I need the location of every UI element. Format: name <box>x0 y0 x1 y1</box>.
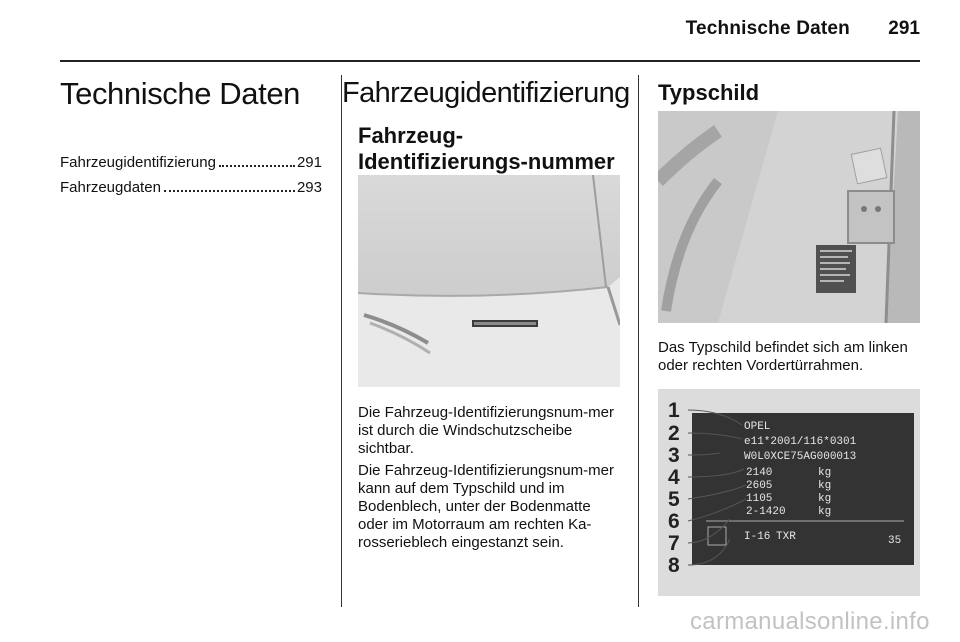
door-frame-photo <box>658 111 920 323</box>
label-weight: 1105 <box>746 493 773 505</box>
vin-paragraph: Die Fahrzeug-Identifizierungsnum-mer kann auf dem Typschild und im Bodenblech, unter der Bodenmatte oder im Motorraum am rechten Ka-rosserieblech eingestanzt sein. <box>358 462 614 551</box>
callout-number: 7 <box>668 532 680 555</box>
label-code: TXR <box>776 531 796 543</box>
label-unit: kg <box>818 506 832 518</box>
toc-leader-dots <box>219 155 295 167</box>
column-divider-right <box>638 75 639 607</box>
callout-number: 6 <box>668 510 680 533</box>
toc-entry[interactable] <box>60 151 322 171</box>
toc-entry[interactable] <box>60 176 322 196</box>
label-code: I-16 <box>744 531 771 543</box>
subsection-heading: Fahrzeug-Identifizierungs-nummer <box>358 123 615 174</box>
door-frame-illustration <box>658 111 920 323</box>
label-unit: kg <box>818 480 832 492</box>
label-vin: W0L0XCE75AG000013 <box>744 451 857 463</box>
running-header-title: Technische Daten <box>685 18 850 39</box>
windshield-vin-photo <box>358 175 620 387</box>
callout-number: 4 <box>668 466 680 489</box>
typschild-paragraph: Das Typschild befindet sich am linken oder rechten Vordertürrahmen. <box>658 339 908 374</box>
toc-entry-page: 293 <box>296 179 322 196</box>
type-label-diagram <box>658 389 920 596</box>
label-approval-number: e11*2001/116*0301 <box>744 436 857 448</box>
label-weight: 2605 <box>746 480 773 492</box>
callout-number: 1 <box>668 399 680 422</box>
callout-number: 8 <box>668 554 680 577</box>
label-weight: 2140 <box>746 467 773 479</box>
toc-entry-label: Fahrzeugdaten <box>60 179 161 196</box>
typschild-heading: Typschild <box>658 80 760 105</box>
chapter-title: Technische Daten <box>60 76 301 111</box>
label-code: 35 <box>888 535 902 547</box>
label-unit: kg <box>818 493 832 505</box>
page-number: 291 <box>888 18 920 39</box>
section-heading: Fahrzeugidentifizierung <box>342 77 630 109</box>
toc-leader-dots <box>164 180 295 192</box>
label-manufacturer: OPEL <box>744 421 771 433</box>
windshield-vin-illustration <box>358 175 620 387</box>
callout-number: 5 <box>668 488 680 511</box>
watermark: carmanualsonline.info <box>690 608 930 635</box>
label-unit: kg <box>818 467 832 479</box>
callout-number: 2 <box>668 422 680 445</box>
vin-paragraph: Die Fahrzeug-Identifizierungsnum-mer ist durch die Windschutzscheibe sichtbar. <box>358 404 614 457</box>
header-rule <box>60 60 920 62</box>
label-weight: 2-1420 <box>746 506 786 518</box>
toc-entry-page: 291 <box>296 154 322 171</box>
callout-number: 3 <box>668 444 680 467</box>
toc-entry-label: Fahrzeugidentifizierung <box>60 154 216 171</box>
column-divider-left <box>341 75 342 607</box>
